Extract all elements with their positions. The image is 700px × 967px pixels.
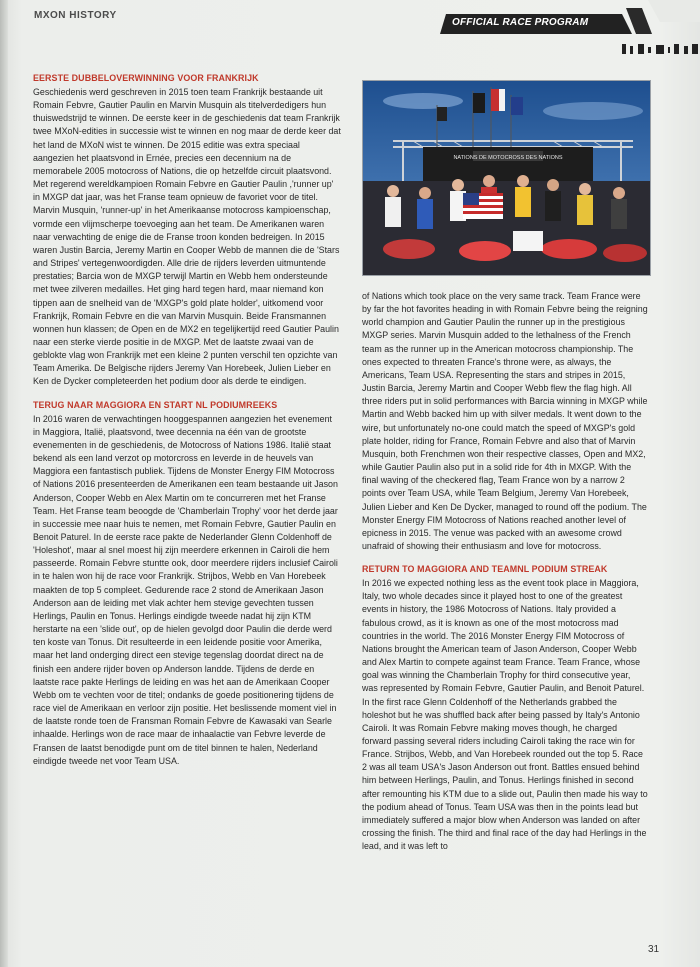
- page-number: 31: [648, 944, 660, 955]
- page-spine-shadow: [0, 0, 8, 967]
- english-column: [362, 290, 648, 853]
- podium-photo-illustration: [363, 81, 650, 275]
- podium-board-text: NATIONS DE MOTOCROSS DES NATIONS: [453, 155, 563, 161]
- section-heading-dutch-2: TERUG NAAR MAGGIORA EN START NL PODIUMREEKS: [33, 399, 278, 410]
- article-paragraph-dutch-1: Geschiedenis werd geschreven in 2015 toen team Frankrijk bestaande uit Romain Febvre, Gautier Paulin en Marvin Musquin als titelverdedigers hun thuiswedstrijd te winnen. De eerste keer in de geschiedenis dat team Frankrijk twee MXoN-edities in successie wist te winnen en nog maar de derde keer dat het land de MXoN wist te winnen. De 2015 editie was extra speciaal aangezien het plaatsvond in Ernée, precies een decennium na de memorabele 2005 motocross of Nations, die op hetzelfde circuit plaatsvond. Met regerend wereldkampioen Romain Febvre en Gautier Paulin ,'runner up' in MXGP dat jaar, was het Franse team opnieuw de favoriet voor de titel. Marvin Musquin, 'runner-up' in het Amerikaanse motocross kampioenschap, vormde een vlijmscherpe toevoeging aan het team. De Amerikanen waren naar verwachting de enige die de Franse troon konden bedreigen. In 2015 waren Justin Barcia, Jeremy Martin en Cooper Webb de mannen die de 'Stars and Stripes' vertegenwoordigden. Alle drie de rijders leverden uitmuntende prestaties; Barcia won de MXGP terwijl Martin en Webb hem ondersteunde met twee zilveren medailles. Het ging hard tegen hard, maar niemand kon tippen aan de snelheid van de 'MXGP's gold plate holder', uitkomend voor Frankrijk, Romain Febvre en die van Marvin Musquin. Beide Fransmannen wonnen hun klassen; de Open en de MX2 en tegelijkertijd reed Gautier Paulin naar een sterke vierde positie in de MXGP. Met de laatste zwaai van de geblokte vlag won Frankrijk met een kleine 2 punten verschil ten opzichte van Team Amerika. De Belgische rijders Jeremy Van Horebeek, Julien Lieber en Ken de Dycker completeerden het podium door als derde te eindigen.: [33, 87, 341, 387]
- article-paragraph-dutch-2: In 2016 waren de verwachtingen hooggespannen aangezien het evenement in Maggiora, Italië, plaatsvond, twee decennia na één van de grootste evenementen in de geschiedenis, de Motocross of Nations 1986. Italië staat bekend als een land verzot op motorcross en leverde in de heuvels van Maggiora een fantastisch publiek. Tijdens de Monster Energy FIM Motocross of Nations 2016 presenteerden de Amerikanen een team bestaande uit Jason Anderson, Cooper Webb en Alex Martin om te concurreren met het Franse Team. Het Franse team beoogde de 'Chamberlain Trophy' voor het derde jaar in successie mee naar huis te nemen, met Romain Febvre, Gautier Paulin en Benoit Paturel. In de eerste race pakte de Nederlander Glenn Coldenhoff de 'Holeshot', maar al snel moest hij zijn meerdere erkennen in Cairoli die hem passeerde. Romain Febvre stuntte ook, door meerdere rijders inclusief Cairoli in te halen won hij de race voor Frankrijk. Strijbos, Webb en Van Horebeek maakten de top 5 compleet. Gedurende race 2 stond de Amerikaan Jason Anderson aan de leiding met vlak achter hem stevige gevechten tussen Herlings, Paulin en Tonus. Herlings eindigde tweede nadat hij zijn KTM herstarte na een 'slide out', op de hielen gevolgd door Paulin die derde werd ten koste van Tonus. Dit resulteerde in een leidende positie voor Amerika, maar het land onderging direct een stevige tegenslag doordat direct na de finish een andere rijder boven op Anderson landde. Tijdens de derde en laatste race pakte Herlings de leiding en was het aan de Amerikaan Cooper Webb om te vechten voor de titel; ondanks de goede positionering tijdens de race viel de Amerikaan en verloor zijn positie. Het beslissende moment viel in de laatste ronde toen de Fransman Romain Febvre de Kawasaki van Searle inhaalde. Herlings won de race maar de inhaalactie van Febvre leverde de Fransen de laatst benodigde punt om de titel binnen te halen, Nederland eindigde tweede net voor Team USA.: [33, 413, 338, 766]
- section-heading-dutch-1: EERSTE DUBBELOVERWINNING VOOR FRANKRIJK: [33, 73, 259, 83]
- section-heading-english-2: RETURN TO MAGGIORA AND TEAMNL PODIUM STREAK: [362, 564, 608, 575]
- race-program-label: OFFICIAL RACE PROGRAM: [452, 17, 589, 28]
- section-running-head: MXON HISTORY: [34, 10, 117, 21]
- dutch-column: [33, 72, 341, 768]
- speed-streaks-decoration: [622, 44, 698, 54]
- race-program-banner: [436, 0, 700, 60]
- podium-celebration-photo: [362, 80, 651, 276]
- article-paragraph-english-2: In 2016 we expected nothing less as the event took place in Maggiora, Italy, two whole decades since it played host to one of the greatest events in history, the 1986 Motocross of Nations. Italy provided a fabulous crowd, as it is known as one of the most motocross mad countries in the world. The 2016 Monster Energy FIM Motocross of Nations brought the American team of Jason Anderson, Cooper Webb and Alex Martin to compete against team France. Team France, whose goal was winning the Chamberlain Trophy for third consecutive year, was represented by Romain Febvre, Gautier Paulin, and Benoit Paturel. In the first race Glenn Coldenhoff of the Netherlands grabbed the holeshot but he was shuffled back after being passed by Italy's Antonio Cairoli. It was Romain Febvre making moves though, he charged forward passing several riders including Cairoli taking the race win for France. Strijbos, Webb, and Van Horebeek rounded out the top 5. Race 2 was all team USA's Jason Anderson out front. Battles ensued behind him between Herlings, Paulin, and Tonus. Herlings finished in second after remounting his KTM due to a slide out, Paulin then made his way to the podium ahead of Tonus. Team USA was then in the points lead but immediately suffered a major blow when Anderson was landed on after crossing the finish. The third and final race of the day had Herlings in the lead, and it was left to: [362, 578, 648, 852]
- article-paragraph-english-1: of Nations which took place on the very same track. Team France were by far the hot favorites heading in with Romain Febvre being the reigning world champion and Gautier Paulin the runner up in the prestigious MXGP series. Marvin Musquin added to the lethalness of the French team as the runner up in the American motocross championship. The ones expected to threaten France's throne were, as always, the Americans, Team USA. Representing the stars and stripes in 2015, Justin Barcia, Jeremy Martin and Cooper Webb flew the flag high. All three riders put in solid performances with Barcia winning in MXGP while Martin and Webb backed him up with silver medals. It went down to the wire, but unfortunately no-one could match the speed of MXGP's gold plate holder, riding for France, Romain Febvre and also that of Marvin Musquin, both Frenchmen won their respective classes, Open and MX2, while Gautier Paulin also put in a solid ride for 4th in MXGP. With the final waving of the checkered flag, Team France won by a narrow 2 points over Team USA, while Team Belgium, Jeremy Van Horebeek, Julien Lieber and Ken De Dycker, managed to round off the podium. The Monster Energy FIM Motocross of Nations reached another level of epicness in 2015. The venue was packed with an awesome crowd unafraid of showing their enthusiasm and love for motocross.: [362, 291, 648, 551]
